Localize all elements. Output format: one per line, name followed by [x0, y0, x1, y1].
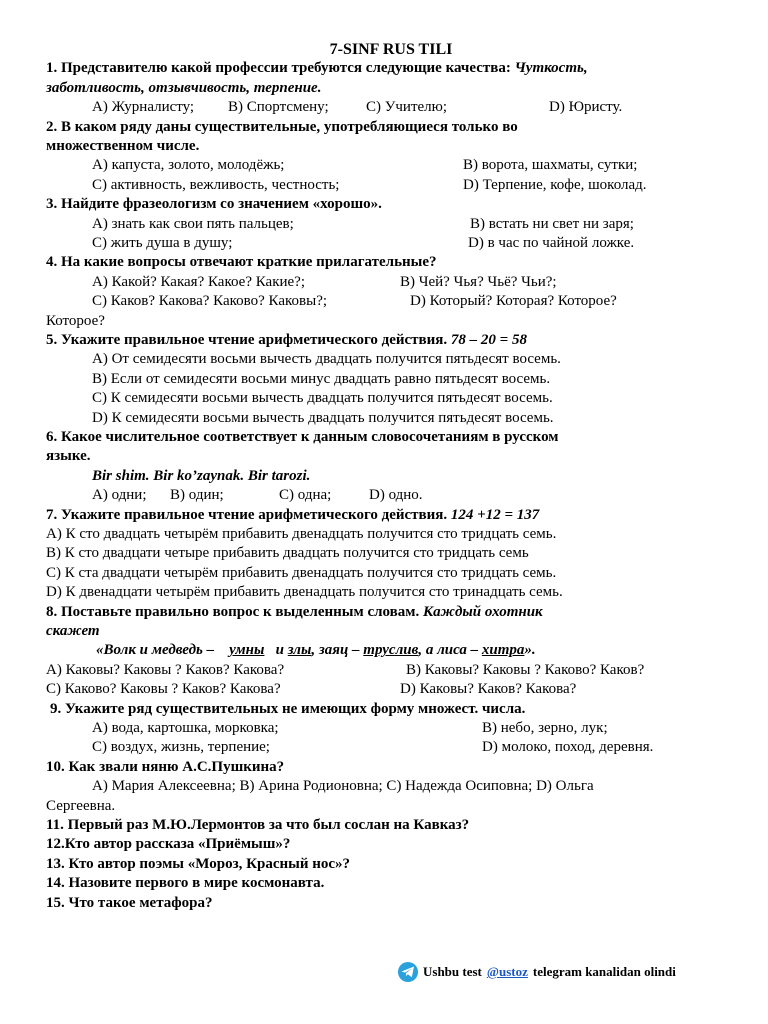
page-title: 7-SINF RUS TILI: [329, 41, 453, 58]
arithmetic-expression: 124 +12 = 137: [450, 506, 540, 523]
option-c: С) одна;: [279, 487, 332, 504]
option-a: А) Какой? Какая? Какое? Какие?;: [92, 273, 305, 290]
option-d: D) Каковы? Каков? Какова?: [400, 681, 577, 698]
underlined-word: хитра: [481, 642, 525, 659]
option-a: А) одни;: [92, 487, 147, 504]
option-c: С) жить душа в душу;: [92, 235, 233, 251]
question-3-options-row1: [46, 215, 726, 234]
arithmetic-expression: 78 – 20 = 58: [450, 331, 527, 348]
telegram-icon: [398, 962, 418, 982]
question-5: 5. Укажите правильное чтение арифметического действия. 78 – 20 = 58: [46, 331, 527, 348]
question-1-options: [46, 98, 726, 117]
underlined-word: труслив: [363, 642, 419, 659]
question-12: 12.Кто автор рассказа «Приёмыш»?: [46, 836, 291, 853]
option-c: С) Учителю;: [366, 99, 448, 116]
option-d-continued: Которое?: [46, 312, 105, 329]
question-7: 7. Укажите правильное чтение арифметического действия. 124 +12 = 137: [46, 506, 540, 523]
question-9-options-row1: [46, 719, 726, 738]
quote: «Волк и медведь – умны и злы, заяц – труслив, а лиса – хитра».: [96, 642, 536, 659]
footer-text-after: telegram kanalidan olindi: [532, 964, 676, 979]
question-1: 1. Представителю какой профессии требуются следующие качества: Чуткость,: [46, 60, 588, 77]
question-3-options-row2: [46, 234, 726, 253]
option-a: А) капуста, золото, молодёжь;: [92, 157, 285, 174]
option-b: В) встать ни свет ни заря;: [470, 215, 634, 232]
question-2-options-row2: [46, 176, 726, 195]
question-8-options-row1: [46, 661, 726, 680]
question-8: 8. Поставьте правильно вопрос к выделенным словам. Каждый охотник: [46, 603, 543, 620]
question-11: 11. Первый раз М.Ю.Лермонтов за что был сослан на Кавказ?: [46, 817, 470, 834]
question-2: 2. В каком ряду даны существительные, употребляющиеся только во: [46, 118, 518, 135]
option-a: А) вода, картошка, морковка;: [92, 720, 279, 737]
footer-text-before: Ushbu test: [423, 964, 482, 979]
uzbek-phrase: Bir shim. Bir ko’zaynak. Bir tarozi.: [92, 467, 311, 484]
underlined-word: злы: [287, 642, 312, 659]
question-1-qualities: заботливость, отзывчивость, терпение.: [46, 79, 322, 96]
test-document: 7-SINF RUS TILI 1. Представителю какой профессии требуются следующие качества: Чуткость, заботливость, отзывчивость, терпение. А) Журналисту; В) Спортсмену; С) Учителю; D) Юристу. 2. В каком ряду даны существительные, употребляющиеся только во множественном числе. А) капуста, золото, молодёжь; В) ворота, шахматы, сутки; С) активность, вежливость, честность; D) Терпение, кофе, шоколад. 3. Найдите фразеологизм со значением «хорошо». А) знать как свои пять пальцев; В) встать ни свет ни заря; С) жить душа в душу; D) в час по чайной ложке. 4. На какие вопросы отвечают краткие прилагательные? А) Какой? Какая? Какое? Какие?; В) Чей? Чья? Чьё? Чьи?; С) Каков? Какова? Каково? Каковы?; D) Который? Которая? Которое? Которое? 5. Укажите правильное чтение арифметического действия. 78 – 20 = 58 А) От семидесяти восьми вычесть двадцать получится пятьдесят восемь. В) Если от семидесяти восьми минус двадцать равно пятьдесят восемь. С) К семидесяти восьми вычесть двадцать получится пятьдесят восемь. D) К семидесяти восьми вычесть двадцать получится пятьдесят восемь. 6. Какое числительное соответствует к данным словосочетаниям в русском языке. Bir shim. Bir ko’zaynak. Bir tarozi. А) одни; В) один; С) одна; D) одно. 7. Укажите правильное чтение арифметического действия. 124 +12 = 137 А) К сто двадцать четырём прибавить двенадцать получится сто тридцать семь. В) К сто двадцати четыре прибавить двадцать получится сто тридцать семь С) К ста двадцати четырём прибавить двенадцать получится сто тридцать семь. D) К двенадцати четырём прибавить двенадцать получится сто тринадцать семь. 8. Поставьте правильно вопрос к выделенным словам. Каждый охотник скажет «Волк и медведь – умны и злы, заяц – труслив, а лиса – хитра». А) Каковы? Каковы ? Каков? Какова? В) Каковы? Каковы ? Каково? Каков? С) Каково? Каковы ? Каков? Какова? D) Каковы? Каков? Какова? 9. Укажите ряд существительных не имеющих форму множест. числа. А) вода, картошка, морковка; В) небо, зерно, лук; С) воздух, жизнь, терпение; D) молоко, поход, деревня. 10. Как звали няню А.С.Пушкина? А) Мария Алексеевна; В) Арина Родионовна; С) Надежда Осиповна; D) Ольга Сергеевна. 11. Первый раз М.Ю.Лермонтов за что был сослан на Кавказ? 12.Кто автор рассказа «Приёмыш»? 13. Кто автор поэмы «Мороз, Красный нос»? 14. Назовите первого в мире космонавта. 15. Что такое метафора?: [46, 40, 726, 913]
footer-credit: [398, 962, 676, 982]
option-d: D) К семидесяти восьми вычесть двадцать получится пятьдесят восемь.: [92, 409, 554, 426]
question-10: 10. Как звали няню А.С.Пушкина?: [46, 758, 285, 775]
question-6-options: [46, 486, 726, 505]
question-2-options-row1: [46, 156, 726, 175]
option-d: D) одно.: [369, 487, 423, 504]
question-4-options-row2: [46, 292, 726, 311]
option-a: А) К сто двадцать четырём прибавить двенадцать получится сто тридцать семь.: [46, 526, 557, 543]
option-a: А) Журналисту;: [92, 99, 195, 116]
option-b: В) Чей? Чья? Чьё? Чьи?;: [400, 273, 557, 290]
option-b: В) один;: [170, 487, 224, 504]
question-4: 4. На какие вопросы отвечают краткие прилагательные?: [46, 254, 437, 271]
option-d: D) молоко, поход, деревня.: [482, 739, 654, 756]
question-13: 13. Кто автор поэмы «Мороз, Красный нос»?: [46, 855, 351, 872]
option-b: В) Если от семидесяти восьми минус двадцать равно пятьдесят восемь.: [92, 370, 551, 387]
option-d-continued: Сергеевна.: [46, 797, 116, 814]
question-9-options-row2: [46, 738, 726, 757]
option-c: С) К семидесяти восьми вычесть двадцать получится пятьдесят восемь.: [92, 390, 553, 407]
option-c: С) Каково? Каковы ? Каков? Какова?: [46, 681, 281, 698]
option-c: С) К ста двадцати четырём прибавить двенадцать получится сто тридцать семь.: [46, 564, 557, 581]
option-b: В) ворота, шахматы, сутки;: [463, 157, 638, 174]
option-d: D) Терпение, кофе, шоколад.: [463, 176, 647, 193]
option-b: В) Каковы? Каковы ? Каково? Каков?: [406, 661, 645, 678]
option-b: В) К сто двадцати четыре прибавить двадцать получится сто тридцать семь: [46, 545, 529, 562]
option-d: D) К двенадцати четырём прибавить двенадцать получится сто тринадцать семь.: [46, 584, 563, 601]
question-14: 14. Назовите первого в мире космонавта.: [46, 875, 325, 892]
option-d: D) Который? Которая? Которое?: [410, 293, 617, 310]
option-a: А) знать как свои пять пальцев;: [92, 215, 294, 232]
question-4-options-row1: [46, 273, 726, 292]
option-a: А) Каковы? Каковы ? Каков? Какова?: [46, 661, 285, 678]
underlined-word: умны: [229, 642, 265, 659]
question-8-options-row2: [46, 680, 726, 699]
question-9: 9. Укажите ряд существительных не имеющих форму множест. числа.: [50, 700, 526, 717]
question-6: 6. Какое числительное соответствует к данным словосочетаниям в русском: [46, 429, 559, 446]
question-10-options: А) Мария Алексеевна; В) Арина Родионовна; С) Надежда Осиповна; D) Ольга: [92, 778, 594, 795]
question-15: 15. Что такое метафора?: [46, 894, 213, 911]
option-c: С) активность, вежливость, честность;: [92, 176, 340, 193]
channel-link[interactable]: @ustoz: [486, 964, 528, 979]
option-b: В) Спортсмену;: [228, 99, 329, 116]
option-d: D) в час по чайной ложке.: [468, 235, 635, 251]
option-a: А) От семидесяти восьми вычесть двадцать получится пятьдесят восемь.: [92, 351, 561, 368]
option-c: С) воздух, жизнь, терпение;: [92, 739, 270, 756]
option-d: D) Юристу.: [549, 99, 623, 116]
option-c: С) Каков? Какова? Каково? Каковы?;: [92, 293, 328, 310]
option-b: В) небо, зерно, лук;: [482, 720, 608, 737]
question-3: 3. Найдите фразеологизм со значением «хорошо».: [46, 196, 382, 213]
